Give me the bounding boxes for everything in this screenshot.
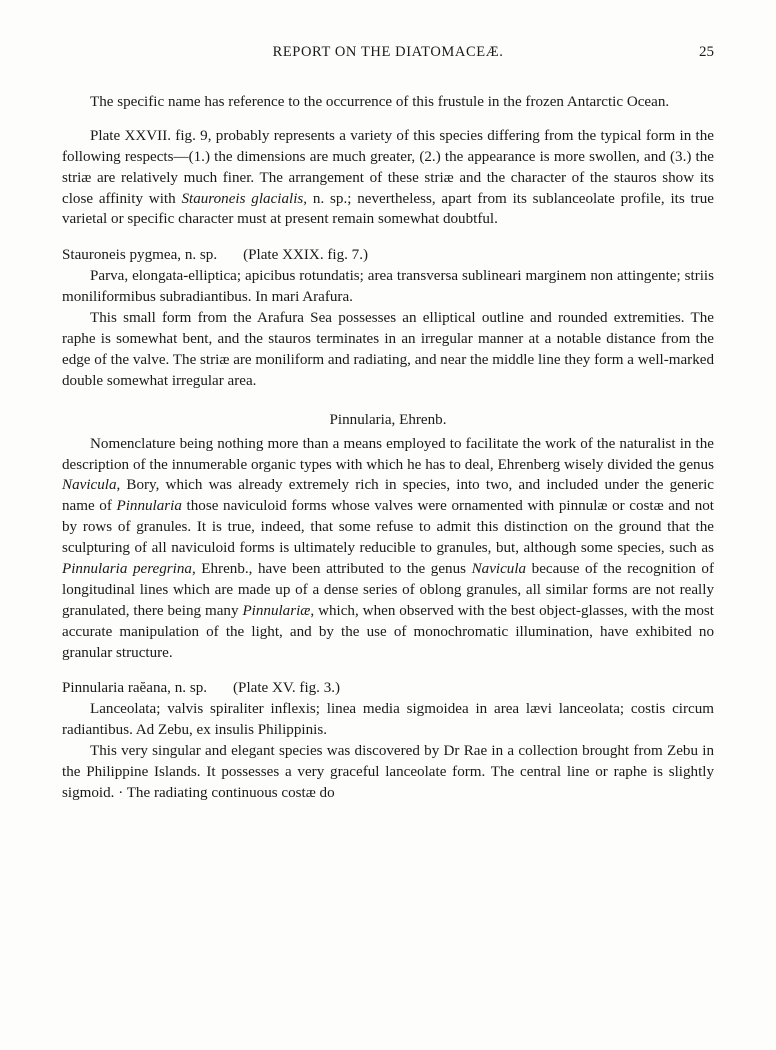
- paragraph-description-raeana: This very singular and elegant species was discovered by Dr Rae in a collection brought from Zebu in the Philippine Islands. It possesses a very graceful lanceolate form. The central line or raphe is slightly sigmoid. · The radiating continuous costæ do: [62, 743, 714, 802]
- heading-pinnularia-raeana: [62, 680, 714, 697]
- paragraph-plate-xxvii: [62, 126, 714, 230]
- paragraph-latin-diagnosis-pygmea: Parva, elongata-elliptica; apicibus rotundatis; area transversa sublineari marginem non attingente; striis moniliformibus subradiantibus. In mari Arafura.: [62, 268, 714, 306]
- nomenclature-part3: those naviculoid forms whose valves were ornamented with pinnulæ or costæ and not by rows of granules. It is true, indeed, that some refuse to admit this distinction on the ground that the sculpturing of all naviculoid forms is ultimately reducible to granules, but, although some species, such as: [62, 498, 714, 557]
- nomenclature-part4: , Ehrenb., have been attributed to the genus: [191, 561, 472, 578]
- heading-genus-pinnularia: Pinnularia, Ehrenb.: [329, 411, 447, 428]
- species-name-stauroneis-glacialis: Stauroneis glacialis: [181, 190, 304, 207]
- nomenclature-part6: , which, when observed with the best object-glasses, with the most accurate manipulation of the light, and by the use of monochromatic illumination, have exhibited no granular structure.: [62, 602, 714, 661]
- paragraph-latin-diagnosis-raeana: Lanceolata; valvis spiraliter inflexis; linea media sigmoidea in area lævi lanceolata; costis circum radiantibus. Ad Zebu, ex insulis Philippinis.: [62, 701, 714, 739]
- nomenclature-part2: , Bory, which was already extremely rich in species, into two, and included under the generic name of: [62, 477, 714, 515]
- genus-navicula-2: Navicula: [471, 561, 527, 578]
- heading-stauroneis-pygmea-plate: (Plate XXIX. fig. 7.): [243, 247, 369, 264]
- page-header: [62, 44, 714, 70]
- genus-navicula-1: Navicula: [62, 477, 117, 494]
- page-number: 25: [699, 44, 714, 60]
- heading-pinnularia-raeana-plate: (Plate XV. fig. 3.): [233, 680, 341, 697]
- paragraph-specific-name: The specific name has reference to the occurrence of this frustule in the frozen Antarctic Ocean.: [90, 94, 670, 110]
- species-pinnularia-peregrina: Pinnularia peregrina: [62, 561, 192, 578]
- heading-stauroneis-pygmea: [62, 247, 714, 264]
- genus-pinnularia-1: Pinnularia: [116, 498, 182, 515]
- paragraph-description-pygmea: This small form from the Arafura Sea possesses an elliptical outline and rounded extremities. The raphe is somewhat bent, and the stauros terminates in an irregular manner at a notable distance from the edge of the valve. The striæ are moniliform and radiating, and near the middle line they form a well-marked double somewhat irregular area.: [62, 310, 714, 389]
- nomenclature-part1: Nomenclature being nothing more than a means employed to facilitate the work of the naturalist in the description of the innumerable organic types with which he has to deal, Ehrenberg wisely divided the genus: [62, 435, 714, 473]
- running-head: REPORT ON THE DIATOMACEÆ.: [272, 44, 504, 60]
- paragraph-plate-xxvii-part1: Plate XXVII. fig. 9, probably represents a variety of this species differing from the typical form in the following respects—(1.) the dimensions are much greater, (2.) the appearance is more swollen, and (3.) the striæ are relatively much finer. The arrangement of these striæ and the character of the stauros show its close affinity with: [62, 127, 714, 207]
- heading-pinnularia-raeana-name: Pinnularia raĕana, n. sp.: [62, 680, 208, 697]
- genus-pinnulariae: Pinnulariæ: [242, 602, 311, 619]
- nomenclature-part5: because of the recognition of longitudinal lines which are made up of a dense series of oblong granules, all similar forms are not really granulated, there being many: [62, 561, 715, 619]
- paragraph-plate-xxvii-part2: , n. sp.; nevertheless, apart from its sublanceolate profile, its true varietal or specific character must at present remain somewhat doubtful.: [62, 190, 714, 228]
- paragraph-nomenclature: [62, 434, 714, 664]
- heading-stauroneis-pygmea-name: Stauroneis pygmea, n. sp.: [62, 247, 218, 264]
